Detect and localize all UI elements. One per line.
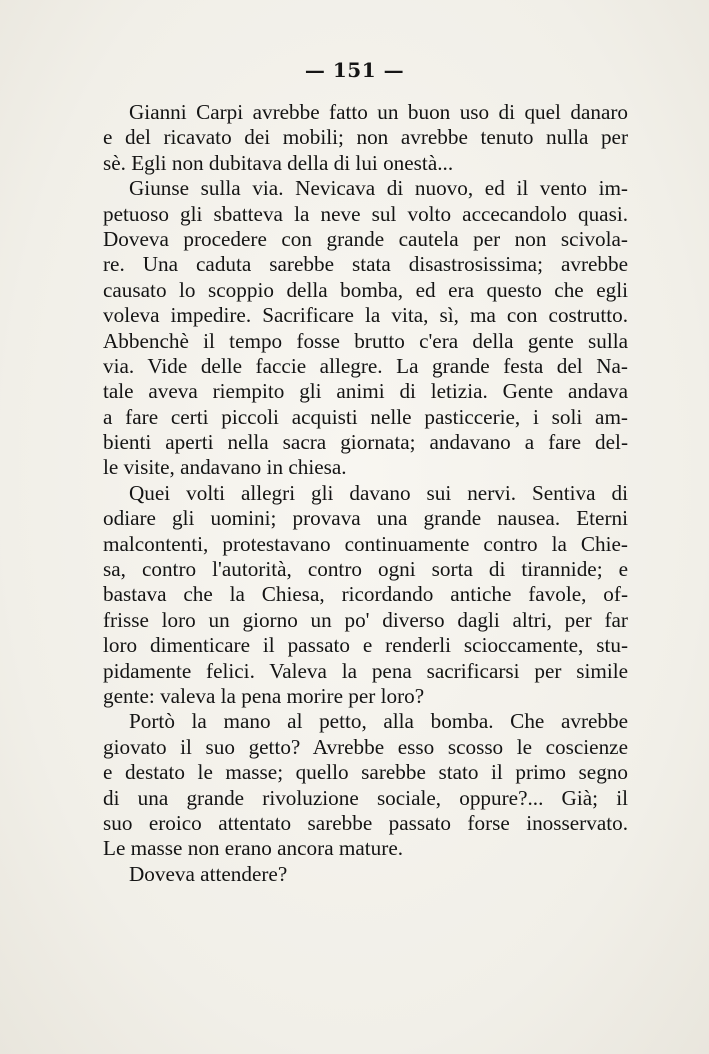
text-line: loro dimenticare il passato e renderli scioccamente, stu-	[103, 633, 628, 658]
body-text	[103, 100, 628, 887]
text-line: via. Vide delle faccie allegre. La grande festa del Na-	[103, 353, 628, 378]
text-line: Doveva attendere?	[129, 861, 288, 886]
text-line: giovato il suo getto? Avrebbe esso scosso le coscienze	[103, 734, 628, 759]
text-line: suo eroico attentato sarebbe passato forse inosservato.	[103, 810, 628, 835]
text-line: bienti aperti nella sacra giornata; andavano a fare del-	[103, 430, 628, 455]
text-line: malcontenti, protestavano continuamente contro la Chie-	[103, 531, 628, 556]
text-line: gente: valeva la pena morire per loro?	[103, 683, 425, 708]
text-line: le visite, andavano in chiesa.	[103, 455, 347, 480]
text-line: odiare gli uomini; provava una grande nausea. Eterni	[103, 506, 628, 531]
text-line: Le masse non erano ancora mature.	[103, 836, 404, 861]
text-line: Abbenchè il tempo fosse brutto c'era della gente sulla	[103, 328, 628, 353]
text-line: sè. Egli non dubitava della di lui onestà...	[103, 150, 454, 175]
text-line: Giunse sulla via. Nevicava di nuovo, ed il vento im-	[129, 176, 628, 201]
page-number: — 151 —	[304, 58, 405, 82]
text-line: bastava che la Chiesa, ricordando antiche favole, of-	[103, 582, 628, 607]
text-line: petuoso gli sbatteva la neve sul volto accecandolo quasi.	[103, 201, 628, 226]
text-line: causato lo scoppio della bomba, ed era questo che egli	[103, 277, 628, 302]
text-line: pidamente felici. Valeva la pena sacrificarsi per simile	[103, 658, 628, 683]
text-line: Gianni Carpi avrebbe fatto un buon uso di quel danaro	[129, 100, 628, 124]
text-line: voleva impedire. Sacrificare la vita, sì, ma con costrutto.	[103, 303, 628, 328]
text-line: Portò la mano al petto, alla bomba. Che avrebbe	[129, 709, 628, 734]
text-line: re. Una caduta sarebbe stata disastrosissima; avrebbe	[103, 252, 628, 277]
text-line: frisse loro un giorno un po' diverso dagli altri, per far	[103, 607, 628, 632]
text-line: a fare certi piccoli acquisti nelle pasticcerie, i soli am-	[103, 404, 628, 429]
text-line: Quei volti allegri gli davano sui nervi. Sentiva di	[129, 480, 628, 505]
text-line: di una grande rivoluzione sociale, oppure?... Già; il	[103, 785, 628, 810]
text-line: Doveva procedere con grande cautela per non scivola-	[103, 226, 628, 251]
text-line: tale aveva riempito gli animi di letizia. Gente andava	[103, 379, 628, 404]
text-line: sa, contro l'autorità, contro ogni sorta di tirannide; e	[103, 557, 628, 582]
text-line: e destato le masse; quello sarebbe stato il primo segno	[103, 760, 628, 785]
text-line: e del ricavato dei mobili; non avrebbe tenuto nulla per	[103, 125, 628, 150]
